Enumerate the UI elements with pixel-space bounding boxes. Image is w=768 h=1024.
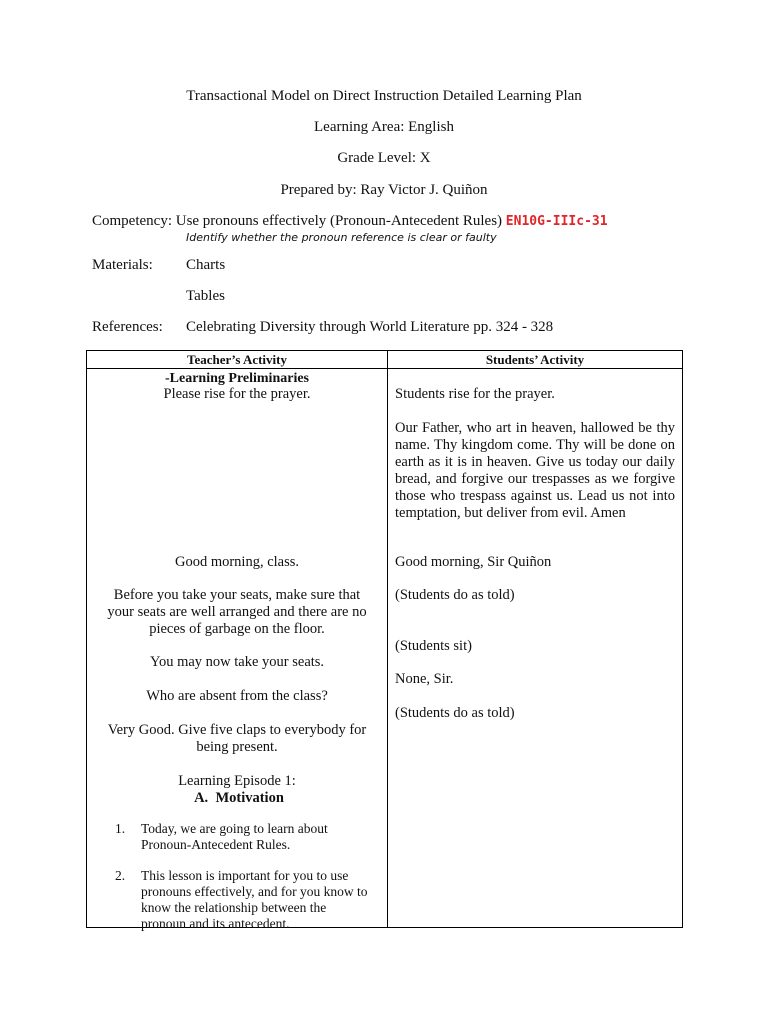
list-item-line: This lesson is important for you to use (141, 868, 349, 883)
list-item-line: Pronoun-Antecedent Rules. (141, 837, 291, 852)
student-none: None, Sir. (395, 671, 454, 687)
references-label: References: (92, 319, 163, 335)
table-header-row (87, 351, 683, 369)
list-number: 2. (115, 868, 126, 883)
teacher-seats-line: Before you take your seats, make sure that (113, 587, 361, 603)
section-title: -Learning Preliminaries (165, 371, 309, 386)
student-sit: (Students sit) (395, 638, 472, 654)
teacher-prayer: Please rise for the prayer. (163, 386, 311, 402)
grade-level: Grade Level: X (337, 150, 431, 166)
table-row (87, 369, 683, 928)
list-number: 1. (115, 821, 126, 836)
material-item: Tables (186, 288, 225, 304)
document-title: Transactional Model on Direct Instruction Detailed Learning Plan (186, 88, 582, 104)
motivation-letter: A. (194, 790, 209, 806)
learning-area: Learning Area: English (314, 119, 454, 135)
teacher-claps-line: Very Good. Give five claps to everybody for (107, 722, 367, 738)
student-do-as-told: (Students do as told) (395, 705, 515, 721)
student-greeting: Good morning, Sir Quiñon (395, 554, 552, 570)
teacher-activity-header: Teacher’s Activity (87, 351, 388, 369)
prepared-by: Prepared by: Ray Victor J. Quiñon (280, 182, 488, 198)
student-prayer-response: Students rise for the prayer. (395, 386, 555, 402)
competency-line (92, 213, 608, 230)
material-item: Charts (186, 257, 226, 273)
motivation-heading (87, 790, 381, 807)
materials-label: Materials: (92, 257, 153, 273)
references-text: Celebrating Diversity through World Literature pp. 324 - 328 (186, 319, 554, 335)
students-activity-header: Students’ Activity (388, 351, 683, 369)
list-item-line: know the relationship between the (141, 900, 327, 915)
activity-table (86, 350, 683, 931)
student-our-father: Our Father, who art in heaven, hallowed be thy name. Thy kingdom come. Thy will be done on earth as it is in heaven. Give us today our daily bread, and forgive our trespasses as we forgive those who trespass against us. Lead us not into temptation, but deliver from evil. Amen (395, 420, 675, 521)
student-do-as-told: (Students do as told) (395, 587, 515, 603)
teacher-seats-line: pieces of garbage on the floor. (149, 621, 325, 637)
teacher-take-seats: You may now take your seats. (149, 654, 325, 670)
teacher-greeting: Good morning, class. (174, 554, 300, 570)
competency-label: Competency: (92, 213, 172, 229)
list-item-line: pronoun and its antecedent. (141, 916, 290, 931)
competency-code: EN10G-IIIc-31 (505, 214, 608, 229)
teacher-claps-line: being present. (196, 739, 278, 755)
learning-episode: Learning Episode 1: (178, 773, 296, 789)
list-item-line: pronouns effectively, and for you know to (141, 884, 368, 899)
list-item-line: Today, we are going to learn about (141, 821, 328, 836)
students-cell (388, 369, 683, 928)
motivation-label: Motivation (215, 790, 284, 806)
teacher-absent: Who are absent from the class? (146, 688, 328, 704)
competency-text: Use pronouns effectively (Pronoun-Antecedent Rules) (175, 213, 503, 229)
competency-sub: Identify whether the pronoun reference is clear or faulty (186, 231, 497, 244)
teacher-cell (87, 369, 388, 931)
teacher-seats-line: your seats are well arranged and there are no (107, 604, 367, 620)
